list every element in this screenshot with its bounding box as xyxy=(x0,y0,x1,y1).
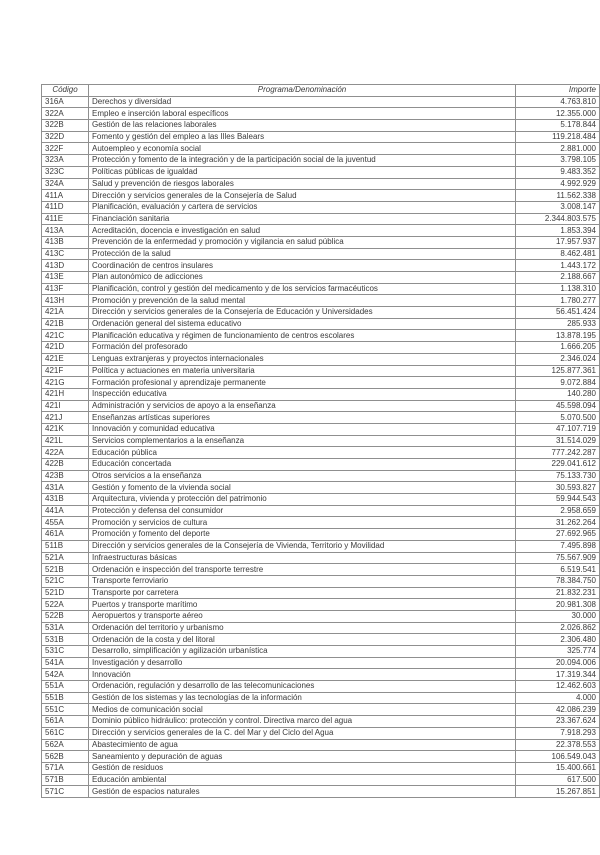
cell-amount: 2.026.862 xyxy=(516,622,600,634)
cell-name: Educación concertada xyxy=(89,459,516,471)
cell-amount: 1.666.205 xyxy=(516,342,600,354)
cell-amount: 31.514.029 xyxy=(516,435,600,447)
cell-code: 521A xyxy=(42,552,89,564)
table-row xyxy=(42,365,600,377)
column-header-codigo: Código xyxy=(42,85,89,97)
table-row xyxy=(42,552,600,564)
table-row xyxy=(42,108,600,120)
cell-code: 521B xyxy=(42,564,89,576)
cell-name: Ordenación general del sistema educativo xyxy=(89,318,516,330)
cell-code: 421L xyxy=(42,435,89,447)
cell-name: Planificación educativa y régimen de funcionamiento de centros escolares xyxy=(89,330,516,342)
cell-name: Promoción y fomento del deporte xyxy=(89,529,516,541)
cell-amount: 2.881.000 xyxy=(516,143,600,155)
cell-amount: 777.242.287 xyxy=(516,447,600,459)
cell-amount: 2.958.659 xyxy=(516,505,600,517)
table-row xyxy=(42,178,600,190)
cell-amount: 78.384.750 xyxy=(516,575,600,587)
table-row xyxy=(42,704,600,716)
table-row xyxy=(42,447,600,459)
cell-amount: 47.107.719 xyxy=(516,423,600,435)
cell-code: 413E xyxy=(42,272,89,284)
cell-code: 431A xyxy=(42,482,89,494)
cell-amount: 27.692.965 xyxy=(516,529,600,541)
cell-code: 413D xyxy=(42,260,89,272)
cell-code: 421B xyxy=(42,318,89,330)
cell-code: 551B xyxy=(42,692,89,704)
table-row xyxy=(42,248,600,260)
cell-amount: 4.000 xyxy=(516,692,600,704)
cell-amount: 20.094.006 xyxy=(516,657,600,669)
table-row xyxy=(42,330,600,342)
cell-name: Desarrollo, simplificación y agilización urbanística xyxy=(89,646,516,658)
cell-name: Protección de la salud xyxy=(89,248,516,260)
cell-code: 322F xyxy=(42,143,89,155)
cell-name: Dirección y servicios generales de la Consejería de Educación y Universidades xyxy=(89,307,516,319)
cell-amount: 2.346.024 xyxy=(516,353,600,365)
cell-amount: 325.774 xyxy=(516,646,600,658)
cell-amount: 13.878.195 xyxy=(516,330,600,342)
table-row xyxy=(42,166,600,178)
cell-amount: 20.981.308 xyxy=(516,599,600,611)
cell-amount: 22.378.553 xyxy=(516,739,600,751)
cell-name: Saneamiento y depuración de aguas xyxy=(89,751,516,763)
cell-amount: 23.367.624 xyxy=(516,716,600,728)
cell-name: Arquitectura, vivienda y protección del patrimonio xyxy=(89,494,516,506)
cell-name: Formación profesional y aprendizaje permanente xyxy=(89,377,516,389)
cell-amount: 1.138.310 xyxy=(516,283,600,295)
table-row xyxy=(42,610,600,622)
table-row xyxy=(42,517,600,529)
cell-name: Ordenación, regulación y desarrollo de las telecomunicaciones xyxy=(89,681,516,693)
cell-code: 422A xyxy=(42,447,89,459)
cell-code: 541A xyxy=(42,657,89,669)
cell-code: 441A xyxy=(42,505,89,517)
cell-code: 413F xyxy=(42,283,89,295)
table-row xyxy=(42,435,600,447)
cell-name: Plan autonómico de adicciones xyxy=(89,272,516,284)
cell-amount: 56.451.424 xyxy=(516,307,600,319)
table-row xyxy=(42,751,600,763)
table-row xyxy=(42,459,600,471)
cell-amount: 1.780.277 xyxy=(516,295,600,307)
table-row xyxy=(42,529,600,541)
table-row xyxy=(42,634,600,646)
cell-amount: 1.853.394 xyxy=(516,225,600,237)
cell-name: Protección y defensa del consumidor xyxy=(89,505,516,517)
table-row xyxy=(42,131,600,143)
cell-code: 531C xyxy=(42,646,89,658)
cell-code: 455A xyxy=(42,517,89,529)
table-row xyxy=(42,353,600,365)
cell-code: 511B xyxy=(42,540,89,552)
table-row xyxy=(42,692,600,704)
table-row xyxy=(42,412,600,424)
cell-code: 561C xyxy=(42,727,89,739)
cell-name: Lenguas extranjeras y proyectos internacionales xyxy=(89,353,516,365)
cell-amount: 30.000 xyxy=(516,610,600,622)
header-row xyxy=(42,85,600,97)
table-row xyxy=(42,762,600,774)
table-row xyxy=(42,786,600,798)
cell-amount: 17.319.344 xyxy=(516,669,600,681)
cell-code: 411A xyxy=(42,190,89,202)
cell-code: 322A xyxy=(42,108,89,120)
cell-name: Puertos y transporte marítimo xyxy=(89,599,516,611)
table-row xyxy=(42,470,600,482)
cell-name: Servicios complementarios a la enseñanza xyxy=(89,435,516,447)
table-row xyxy=(42,283,600,295)
cell-name: Innovación y comunidad educativa xyxy=(89,423,516,435)
table-row xyxy=(42,155,600,167)
cell-amount: 229.041.612 xyxy=(516,459,600,471)
cell-code: 323A xyxy=(42,155,89,167)
budget-table xyxy=(41,84,600,798)
cell-amount: 15.267.851 xyxy=(516,786,600,798)
cell-amount: 8.462.481 xyxy=(516,248,600,260)
cell-name: Ordenación del territorio y urbanismo xyxy=(89,622,516,634)
cell-amount: 4.992.929 xyxy=(516,178,600,190)
cell-code: 413B xyxy=(42,236,89,248)
cell-amount: 7.918.293 xyxy=(516,727,600,739)
cell-code: 571C xyxy=(42,786,89,798)
cell-code: 421D xyxy=(42,342,89,354)
cell-name: Dominio público hidráulico: protección y control. Directiva marco del agua xyxy=(89,716,516,728)
cell-name: Prevención de la enfermedad y promoción y vigilancia en salud pública xyxy=(89,236,516,248)
cell-amount: 15.400.661 xyxy=(516,762,600,774)
cell-code: 522B xyxy=(42,610,89,622)
cell-amount: 5.178.844 xyxy=(516,120,600,132)
table-row xyxy=(42,260,600,272)
cell-amount: 4.763.810 xyxy=(516,96,600,108)
table-row xyxy=(42,213,600,225)
cell-amount: 285.933 xyxy=(516,318,600,330)
table-row xyxy=(42,564,600,576)
cell-amount: 3.798.105 xyxy=(516,155,600,167)
cell-amount: 9.072.884 xyxy=(516,377,600,389)
cell-code: 421A xyxy=(42,307,89,319)
cell-amount: 75.567.909 xyxy=(516,552,600,564)
cell-code: 421E xyxy=(42,353,89,365)
cell-amount: 30.593.827 xyxy=(516,482,600,494)
cell-code: 421G xyxy=(42,377,89,389)
cell-name: Administración y servicios de apoyo a la enseñanza xyxy=(89,400,516,412)
cell-code: 571A xyxy=(42,762,89,774)
cell-amount: 6.519.541 xyxy=(516,564,600,576)
cell-name: Ordenación e inspección del transporte terrestre xyxy=(89,564,516,576)
cell-amount: 1.443.172 xyxy=(516,260,600,272)
table-row xyxy=(42,774,600,786)
cell-name: Aeropuertos y transporte aéreo xyxy=(89,610,516,622)
table-row xyxy=(42,388,600,400)
table-row xyxy=(42,622,600,634)
cell-code: 421I xyxy=(42,400,89,412)
table-row xyxy=(42,494,600,506)
column-header-programa: Programa/Denominación xyxy=(89,85,516,97)
cell-name: Política y actuaciones en materia universitaria xyxy=(89,365,516,377)
table-row xyxy=(42,143,600,155)
cell-amount: 2.306.480 xyxy=(516,634,600,646)
cell-name: Investigación y desarrollo xyxy=(89,657,516,669)
table-row xyxy=(42,120,600,132)
cell-amount: 12.355.000 xyxy=(516,108,600,120)
cell-code: 521D xyxy=(42,587,89,599)
cell-name: Coordinación de centros insulares xyxy=(89,260,516,272)
cell-code: 562B xyxy=(42,751,89,763)
cell-name: Educación ambiental xyxy=(89,774,516,786)
cell-amount: 11.562.338 xyxy=(516,190,600,202)
cell-code: 411D xyxy=(42,201,89,213)
cell-code: 422B xyxy=(42,459,89,471)
cell-name: Gestión de los sistemas y las tecnologías de la información xyxy=(89,692,516,704)
cell-code: 423B xyxy=(42,470,89,482)
cell-code: 413H xyxy=(42,295,89,307)
cell-code: 521C xyxy=(42,575,89,587)
table-header xyxy=(42,85,600,97)
cell-code: 322B xyxy=(42,120,89,132)
cell-name: Acreditación, docencia e investigación en salud xyxy=(89,225,516,237)
cell-name: Innovación xyxy=(89,669,516,681)
table-row xyxy=(42,575,600,587)
table-row xyxy=(42,96,600,108)
cell-code: 421K xyxy=(42,423,89,435)
cell-code: 421F xyxy=(42,365,89,377)
table-row xyxy=(42,295,600,307)
cell-name: Ordenación de la costa y del litoral xyxy=(89,634,516,646)
cell-name: Gestión de espacios naturales xyxy=(89,786,516,798)
table-row xyxy=(42,318,600,330)
cell-code: 551A xyxy=(42,681,89,693)
cell-code: 531B xyxy=(42,634,89,646)
cell-code: 324A xyxy=(42,178,89,190)
cell-name: Financiación sanitaria xyxy=(89,213,516,225)
cell-name: Formación del profesorado xyxy=(89,342,516,354)
cell-amount: 12.462.603 xyxy=(516,681,600,693)
cell-code: 411E xyxy=(42,213,89,225)
cell-amount: 59.944.543 xyxy=(516,494,600,506)
cell-name: Infraestructuras básicas xyxy=(89,552,516,564)
cell-amount: 106.549.043 xyxy=(516,751,600,763)
cell-amount: 2.344.803.575 xyxy=(516,213,600,225)
table-row xyxy=(42,646,600,658)
cell-code: 542A xyxy=(42,669,89,681)
cell-code: 571B xyxy=(42,774,89,786)
table-row xyxy=(42,201,600,213)
table-row xyxy=(42,599,600,611)
cell-name: Gestión y fomento de la vivienda social xyxy=(89,482,516,494)
cell-name: Promoción y prevención de la salud mental xyxy=(89,295,516,307)
cell-amount: 17.957.937 xyxy=(516,236,600,248)
table-row xyxy=(42,272,600,284)
cell-amount: 617.500 xyxy=(516,774,600,786)
cell-code: 551C xyxy=(42,704,89,716)
table-row xyxy=(42,739,600,751)
cell-name: Políticas públicas de igualdad xyxy=(89,166,516,178)
cell-name: Autoempleo y economía social xyxy=(89,143,516,155)
cell-name: Medios de comunicación social xyxy=(89,704,516,716)
cell-code: 413C xyxy=(42,248,89,260)
cell-name: Otros servicios a la enseñanza xyxy=(89,470,516,482)
cell-name: Promoción y servicios de cultura xyxy=(89,517,516,529)
cell-code: 316A xyxy=(42,96,89,108)
cell-code: 421H xyxy=(42,388,89,400)
cell-amount: 31.262.264 xyxy=(516,517,600,529)
cell-name: Dirección y servicios generales de la C. del Mar y del Ciclo del Agua xyxy=(89,727,516,739)
cell-name: Abastecimiento de agua xyxy=(89,739,516,751)
table-row xyxy=(42,423,600,435)
cell-code: 562A xyxy=(42,739,89,751)
table-row xyxy=(42,377,600,389)
cell-name: Derechos y diversidad xyxy=(89,96,516,108)
table-body xyxy=(42,96,600,797)
table-row xyxy=(42,540,600,552)
cell-name: Transporte ferroviario xyxy=(89,575,516,587)
table-row xyxy=(42,505,600,517)
table-row xyxy=(42,190,600,202)
table-row xyxy=(42,669,600,681)
cell-amount: 45.598.094 xyxy=(516,400,600,412)
cell-amount: 21.832.231 xyxy=(516,587,600,599)
cell-amount: 42.086.239 xyxy=(516,704,600,716)
cell-amount: 125.877.361 xyxy=(516,365,600,377)
cell-name: Enseñanzas artísticas superiores xyxy=(89,412,516,424)
table-row xyxy=(42,716,600,728)
cell-name: Planificación, control y gestión del medicamento y de los servicios farmacéuticos xyxy=(89,283,516,295)
table-row xyxy=(42,657,600,669)
cell-code: 322D xyxy=(42,131,89,143)
cell-name: Gestión de residuos xyxy=(89,762,516,774)
cell-name: Dirección y servicios generales de la Consejería de Vivienda, Territorio y Movilidad xyxy=(89,540,516,552)
cell-amount: 140.280 xyxy=(516,388,600,400)
table-row xyxy=(42,727,600,739)
table-row xyxy=(42,236,600,248)
cell-code: 421J xyxy=(42,412,89,424)
table-row xyxy=(42,400,600,412)
cell-code: 421C xyxy=(42,330,89,342)
table-row xyxy=(42,307,600,319)
cell-code: 323C xyxy=(42,166,89,178)
cell-amount: 119.218.484 xyxy=(516,131,600,143)
cell-amount: 75.133.730 xyxy=(516,470,600,482)
cell-name: Empleo e inserción laboral específicos xyxy=(89,108,516,120)
table-row xyxy=(42,587,600,599)
cell-amount: 2.188.667 xyxy=(516,272,600,284)
cell-amount: 7.495.898 xyxy=(516,540,600,552)
cell-name: Inspección educativa xyxy=(89,388,516,400)
cell-code: 413A xyxy=(42,225,89,237)
cell-name: Planificación, evaluación y cartera de servicios xyxy=(89,201,516,213)
table-row xyxy=(42,342,600,354)
cell-name: Protección y fomento de la integración y de la participación social de la juventud xyxy=(89,155,516,167)
cell-code: 531A xyxy=(42,622,89,634)
table-row xyxy=(42,482,600,494)
cell-name: Salud y prevención de riesgos laborales xyxy=(89,178,516,190)
table-row xyxy=(42,681,600,693)
cell-code: 561A xyxy=(42,716,89,728)
cell-amount: 3.008.147 xyxy=(516,201,600,213)
cell-name: Educación pública xyxy=(89,447,516,459)
cell-code: 522A xyxy=(42,599,89,611)
cell-amount: 5.070.500 xyxy=(516,412,600,424)
cell-code: 431B xyxy=(42,494,89,506)
table-row xyxy=(42,225,600,237)
cell-name: Transporte por carretera xyxy=(89,587,516,599)
cell-name: Dirección y servicios generales de la Consejería de Salud xyxy=(89,190,516,202)
cell-amount: 9.483.352 xyxy=(516,166,600,178)
column-header-importe: Importe xyxy=(516,85,600,97)
cell-code: 461A xyxy=(42,529,89,541)
cell-name: Fomento y gestión del empleo a las Illes Balears xyxy=(89,131,516,143)
cell-name: Gestión de las relaciones laborales xyxy=(89,120,516,132)
